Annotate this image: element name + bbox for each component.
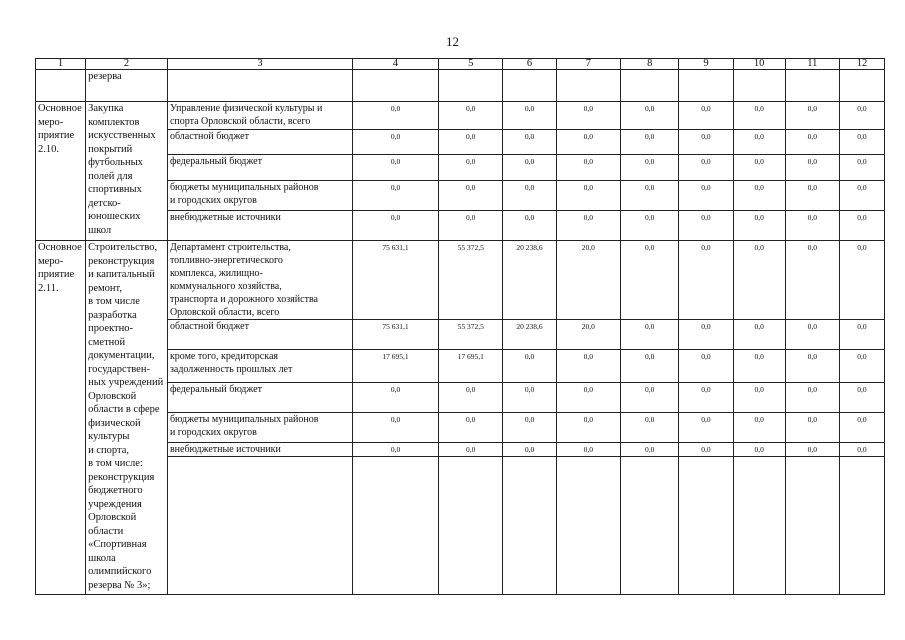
amount-cell: 0,0 [839,383,884,413]
measure-name-line: в том числе: [88,458,143,469]
amount-cell: 0,0 [439,102,503,130]
measure-name-line: резерва № 3»; [88,579,151,591]
amount-cell: 0,0 [353,155,439,181]
measure-name-line: покрытий [88,143,133,155]
amount-cell: 75 631,1 [353,241,439,320]
measure-name-line: физической [88,417,141,429]
amount-cell: 0,0 [556,181,620,211]
amount-cell: 0,0 [556,443,620,457]
amount-cell: 0,0 [839,241,884,320]
amount-cell: 0,0 [785,181,839,211]
column-header: 12 [839,59,884,70]
measure-name [86,241,168,595]
amount-cell: 0,0 [839,130,884,155]
amount-cell: 0,0 [839,155,884,181]
measure-name-line: Орловской [88,390,137,402]
amount-cell: 0,0 [785,102,839,130]
table-row [36,241,885,320]
amount-cell: 0,0 [679,320,733,350]
funding-source [167,350,352,383]
funding-source-line: Управление физической культуры и [169,103,323,114]
measure-name-line: и спорта, [88,444,129,456]
measure-name-line: ремонт, [88,282,122,294]
amount-cell: 0,0 [556,413,620,443]
amount-cell: 0,0 [503,211,556,241]
amount-cell: 0,0 [621,211,679,241]
amount-cell: 0,0 [679,443,733,457]
amount-cell: 0,0 [679,130,733,155]
measure-name-line: разработка [88,309,137,321]
amount-cell: 17 695,1 [353,350,439,383]
column-header: 9 [679,59,733,70]
carry-over-name: резерва [86,70,168,102]
table-row [36,102,885,130]
measure-name-line: ных учреждений [88,377,164,388]
amount-cell: 0,0 [679,181,733,211]
measure-code-line: 2.11. [38,282,59,294]
amount-cell: 0,0 [503,413,556,443]
funding-source-line: бюджеты муниципальных районов [169,182,319,193]
amount-cell: 17 695,1 [439,350,503,383]
measure-name-line: сметной [88,336,126,348]
measure-code-line: приятие [38,269,75,280]
funding-source [167,211,352,241]
column-number-row [36,59,885,70]
amount-cell: 0,0 [679,383,733,413]
funding-source [167,383,352,413]
column-header: 7 [556,59,620,70]
amount-cell: 0,0 [621,241,679,320]
measure-name-line: области [88,525,124,537]
measure-name-line: Строительство, [88,242,158,253]
column-header: 10 [733,59,785,70]
amount-cell: 0,0 [621,443,679,457]
measure-name-line: школа [88,552,116,564]
amount-cell: 0,0 [439,413,503,443]
amount-cell: 0,0 [839,443,884,457]
funding-source-line: комплекса, жилищно- [169,268,263,279]
amount-cell: 0,0 [733,181,785,211]
amount-cell: 0,0 [503,383,556,413]
measure-name-line: Орловской [88,512,137,523]
measure-name-line: в том числе [88,296,140,307]
funding-source-line: Орловской области, всего [169,307,280,318]
measure-code-line: меро- [38,116,64,128]
amount-cell: 0,0 [621,320,679,350]
column-header: 6 [503,59,556,70]
amount-cell: 0,0 [733,443,785,457]
amount-cell: 0,0 [556,383,620,413]
measure-name-line: школ [88,224,112,236]
amount-cell: 0,0 [839,350,884,383]
amount-cell: 0,0 [353,383,439,413]
amount-cell: 0,0 [621,102,679,130]
budget-table [35,58,885,595]
amount-cell: 0,0 [679,102,733,130]
measure-code-line: 2.10. [38,143,59,155]
funding-source [167,102,352,130]
measure-name-line: и капитальный [88,269,155,280]
amount-cell: 0,0 [353,181,439,211]
funding-source [167,413,352,443]
amount-cell: 0,0 [439,383,503,413]
amount-cell: 0,0 [733,102,785,130]
amount-cell: 0,0 [733,211,785,241]
column-header: 8 [621,59,679,70]
amount-cell: 0,0 [679,413,733,443]
measure-code-line: Основное [38,242,82,253]
amount-cell: 0,0 [733,155,785,181]
amount-cell: 0,0 [353,102,439,130]
amount-cell: 0,0 [839,320,884,350]
amount-cell: 0,0 [785,130,839,155]
amount-cell: 0,0 [439,181,503,211]
funding-source-line: бюджеты муниципальных районов [169,414,319,425]
amount-cell: 0,0 [556,102,620,130]
amount-cell: 0,0 [733,350,785,383]
amount-cell: 55 372,5 [439,320,503,350]
column-header: 4 [353,59,439,70]
funding-source [167,443,352,457]
amount-cell: 0,0 [679,350,733,383]
funding-source [167,155,352,181]
measure-name-line: олимпийского [88,566,152,577]
measure-name [86,102,168,241]
amount-cell: 0,0 [503,130,556,155]
table-body [36,59,885,595]
amount-cell: 0,0 [621,181,679,211]
funding-source-line: транспорта и дорожного хозяйства [169,294,318,305]
measure-name-line: проектно- [88,323,133,334]
amount-cell: 0,0 [353,443,439,457]
measure-code [36,102,86,241]
column-header: 11 [785,59,839,70]
column-header: 5 [439,59,503,70]
funding-source-line: областной бюджет [169,321,249,332]
measure-name-line: культуры [88,431,130,442]
amount-cell: 0,0 [621,155,679,181]
funding-source [167,181,352,211]
amount-cell: 0,0 [439,443,503,457]
amount-cell: 0,0 [839,102,884,130]
amount-cell: 0,0 [733,383,785,413]
funding-source [167,241,352,320]
column-header: 3 [167,59,352,70]
amount-cell: 0,0 [556,350,620,383]
measure-code-line: меро- [38,255,64,267]
funding-source-line: внебюджетные источники [169,212,281,223]
amount-cell: 0,0 [503,181,556,211]
funding-source-line: коммунального хозяйства, [169,281,282,292]
amount-cell: 0,0 [621,413,679,443]
amount-cell: 0,0 [503,155,556,181]
amount-cell: 0,0 [733,130,785,155]
amount-cell: 0,0 [785,155,839,181]
amount-cell: 0,0 [785,413,839,443]
funding-source-line: федеральный бюджет [169,384,262,395]
amount-cell: 0,0 [785,383,839,413]
measure-code-line: Основное [38,103,82,114]
funding-source-line: и городских округов [169,427,257,438]
amount-cell: 0,0 [621,130,679,155]
amount-cell: 0,0 [503,102,556,130]
funding-source-line: кроме того, кредиторская [169,351,278,362]
funding-source-line: федеральный бюджет [169,156,262,167]
amount-cell: 0,0 [679,241,733,320]
amount-cell: 0,0 [503,443,556,457]
carry-over-code [36,70,86,102]
amount-cell: 0,0 [503,350,556,383]
amount-cell: 0,0 [353,211,439,241]
measure-code [36,241,86,595]
amount-cell: 0,0 [439,155,503,181]
amount-cell: 0,0 [733,413,785,443]
measure-name-line: области в сфере [88,404,160,415]
amount-cell: 0,0 [785,320,839,350]
amount-cell: 0,0 [556,155,620,181]
funding-source-line: задолженность прошлых лет [169,364,293,375]
funding-source-line: топливно-энергетического [169,255,283,266]
measure-name-line: полей для [88,170,133,182]
amount-cell: 0,0 [353,413,439,443]
measure-name-line: футбольных [88,157,143,168]
measure-name-line: искусственных [88,130,156,141]
amount-cell: 0,0 [785,211,839,241]
amount-cell: 0,0 [733,320,785,350]
amount-cell: 0,0 [839,413,884,443]
amount-cell: 0,0 [621,350,679,383]
amount-cell: 0,0 [439,130,503,155]
measure-name-line: учреждения [88,498,142,510]
amount-cell: 20 238,6 [503,320,556,350]
measure-name-line: «Спортивная [88,539,147,550]
measure-name-line: Закупка [88,103,124,114]
amount-cell: 0,0 [621,383,679,413]
amount-cell: 0,0 [439,211,503,241]
funding-source [167,320,352,350]
amount-cell: 75 631,1 [353,320,439,350]
column-header: 2 [86,59,168,70]
amount-cell: 0,0 [785,241,839,320]
amount-cell: 20,0 [556,241,620,320]
amount-cell: 0,0 [556,130,620,155]
amount-cell: 0,0 [839,181,884,211]
amount-cell: 0,0 [785,350,839,383]
funding-source-line: областной бюджет [169,131,249,142]
measure-code-line: приятие [38,130,75,141]
amount-cell: 0,0 [353,130,439,155]
measure-name-line: государствен- [88,363,150,375]
amount-cell: 0,0 [785,443,839,457]
measure-name-line: комплектов [88,116,140,128]
funding-source [167,130,352,155]
carry-over-row [36,70,885,102]
funding-source-line: внебюджетные источники [169,444,281,455]
funding-source-line: Департамент строительства, [169,242,291,253]
funding-source-line: и городских округов [169,195,257,206]
funding-source-line: спорта Орловской области, всего [169,116,311,127]
measure-name-line: спортивных [88,184,142,195]
amount-cell: 20,0 [556,320,620,350]
measure-name-line: бюджетного [88,485,143,496]
amount-cell: 0,0 [679,155,733,181]
measure-name-line: юношеских [88,211,141,222]
column-header: 1 [36,59,86,70]
amount-cell: 0,0 [839,211,884,241]
measure-name-line: реконструкция [88,255,155,267]
amount-cell: 20 238,6 [503,241,556,320]
amount-cell: 55 372,5 [439,241,503,320]
amount-cell: 0,0 [556,211,620,241]
measure-name-line: документации, [88,350,155,361]
measure-name-line: детско- [88,197,121,209]
amount-cell: 0,0 [679,211,733,241]
amount-cell: 0,0 [733,241,785,320]
page-number: 12 [446,34,459,49]
measure-name-line: реконструкция [88,471,155,483]
